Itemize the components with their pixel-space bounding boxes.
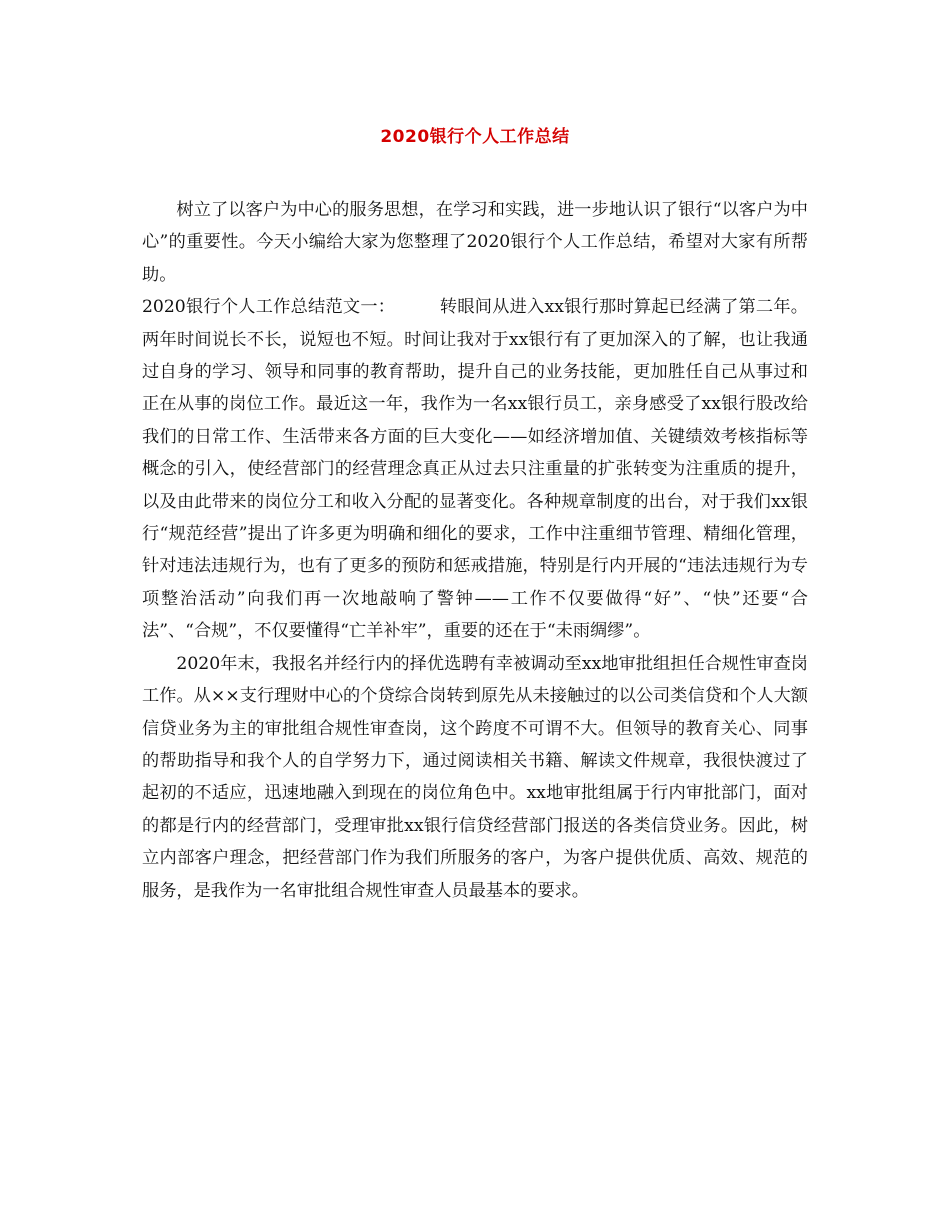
intro-paragraph: 树立了以客户为中心的服务思想，在学习和实践，进一步地认识了银行“以客户为中心”的重要性。今天小编给大家为您整理了2020银行个人工作总结，希望对大家有所帮助。 (142, 200, 808, 285)
document-title: 2020银行个人工作总结 (380, 127, 570, 147)
document-body (142, 194, 808, 907)
section-paragraph (142, 291, 808, 647)
section-heading: 2020银行个人工作总结范文一： (142, 297, 396, 318)
section-paragraph-text: 转眼间从进入xx银行那时算起已经满了第二年。两年时间说长不长，说短也不短。时间让我对于xx银行有了更加深入的了解，也让我通过自身的学习、领导和同事的教育帮助，提升自己的业务技能，更加胜任自己从事过和正在从事的岗位工作。最近这一年，我作为一名xx银行员工，亲身感受了xx银行股改给我们的日常工作、生活带来各方面的巨大变化——如经济增加值、关键绩效考核指标等概念的引入，使经营部门的经营理念真正从过去只注重量的扩张转变为注重质的提升，以及由此带来的岗位分工和收入分配的显著变化。各种规章制度的出台，对于我们xx银行“规范经营”提出了许多更为明确和细化的要求，工作中注重细节管理、精细化管理，针对违法违规行为，也有了更多的预防和惩戒措施，特别是行内开展的“违法违规行为专项整治活动”向我们再一次地敲响了警钟——工作不仅要做得“好”、“快”还要“合法”、“合规”，不仅要懂得“亡羊补牢”，重要的还在于“未雨绸缪”。 (142, 297, 808, 642)
body-paragraph: 2020年末，我报名并经行内的择优选聘有幸被调动至xx地审批组担任合规性审查岗工作。从××支行理财中心的个贷综合岗转到原先从未接触过的以公司类信贷和个人大额信贷业务为主的审批组合规性审查岗，这个跨度不可谓不大。但领导的教育关心、同事的帮助指导和我个人的自学努力下，通过阅读相关书籍、解读文件规章，我很快渡过了起初的不适应，迅速地融入到现在的岗位角色中。xx地审批组属于行内审批部门，面对的都是行内的经营部门，受理审批xx银行信贷经营部门报送的各类信贷业务。因此，树立内部客户理念，把经营部门作为我们所服务的客户，为客户提供优质、高效、规范的服务，是我作为一名审批组合规性审查人员最基本的要求。 (142, 653, 808, 901)
